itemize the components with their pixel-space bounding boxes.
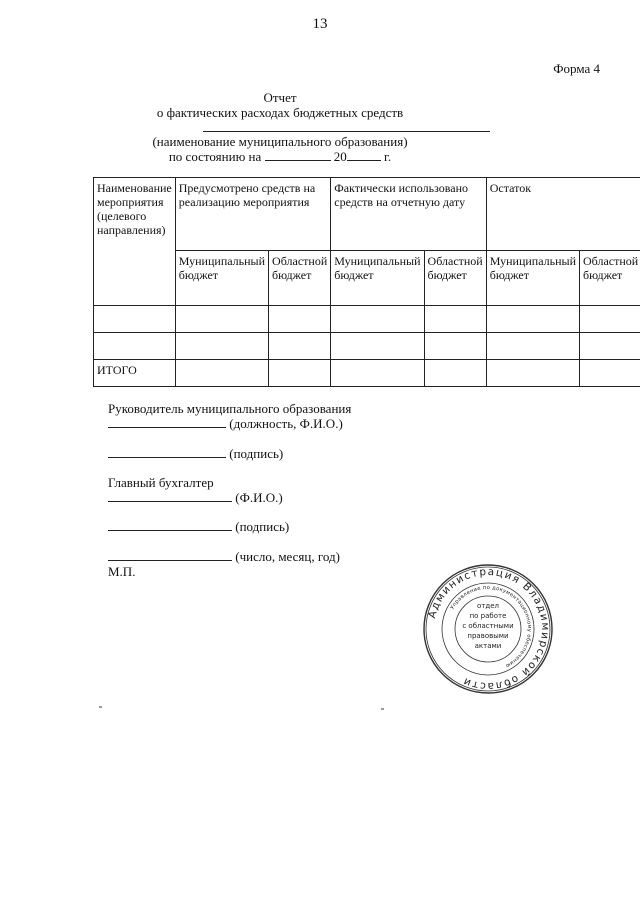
stamp-center-line: правовыми: [467, 632, 509, 640]
subheader-regional-budget: Областной бюджет: [424, 251, 486, 306]
table-subheader-row: [94, 251, 640, 306]
page-number: 13: [312, 16, 328, 32]
report-date-line: [0, 149, 560, 165]
head-signature-line: [108, 446, 283, 462]
subheader-municipal-budget: Муниципальный бюджет: [486, 251, 579, 306]
head-title: Руководитель муниципального образования: [108, 401, 352, 416]
header-actual: Фактически использовано средств на отчетную дату: [331, 178, 486, 251]
report-subtitle: о фактических расходах бюджетных средств: [156, 105, 404, 120]
subheader-regional-budget: Областной бюджет: [580, 251, 640, 306]
stamp-center-line: отдел: [477, 602, 499, 610]
signature-blank: [108, 416, 226, 428]
position-name-caption: (должность, Ф.И.О.): [229, 416, 343, 431]
signature-caption-2: (подпись): [235, 519, 290, 534]
subheader-municipal-budget: Муниципальный бюджет: [331, 251, 424, 306]
date-line: [108, 549, 340, 565]
header-activity-name: Наименование мероприятия (целевого направления): [94, 178, 176, 306]
table-header-row: [94, 178, 640, 251]
stamp-center-line: с областными: [462, 622, 514, 630]
chief-accountant-title: Главный бухгалтер: [108, 475, 214, 490]
official-stamp: [422, 563, 554, 695]
municipality-name-caption: (наименование муниципального образования): [152, 134, 408, 149]
signature-caption: (подпись): [229, 446, 284, 461]
scan-speck: [381, 708, 384, 710]
expense-report-table: [93, 177, 640, 387]
scan-speck: [99, 706, 102, 708]
stamp-center-line: по работе: [469, 612, 507, 620]
stamp-center-line: актами: [474, 642, 502, 650]
table-row: [94, 333, 640, 360]
head-position-line: [108, 416, 343, 432]
table-total-row: [94, 360, 640, 387]
accountant-fio-line: [108, 490, 283, 506]
header-planned: Предусмотрено средств на реализацию мероприятия: [175, 178, 330, 251]
date-blank: [108, 549, 232, 561]
table-row: [94, 306, 640, 333]
report-date-prefix: по состоянию на: [168, 149, 262, 164]
report-title: Отчет: [263, 90, 297, 105]
date-caption: (число, месяц, год): [235, 549, 340, 564]
signature-blank: [108, 519, 232, 531]
total-label: ИТОГО: [94, 360, 176, 387]
municipality-name-line: [203, 131, 490, 132]
accountant-signature-line: [108, 519, 289, 535]
report-year-blank: [347, 149, 381, 161]
report-year: 20: [333, 149, 347, 164]
fio-caption: (Ф.И.О.): [235, 490, 283, 505]
report-date-blank: [265, 149, 331, 161]
subheader-regional-budget: Областной бюджет: [269, 251, 331, 306]
header-remainder: Остаток: [486, 178, 640, 251]
form-label: Форма 4: [553, 61, 600, 76]
subheader-municipal-budget: Муниципальный бюджет: [175, 251, 268, 306]
signature-blank: [108, 490, 232, 502]
stamp-outer-text: Администрация Владимирской области: [426, 565, 552, 693]
report-date-suffix: г.: [384, 149, 392, 164]
stamp-inner-ring-text: Управление по документационному обеспечению: [449, 584, 533, 669]
seal-place-label: М.П.: [108, 564, 136, 579]
signature-blank: [108, 446, 226, 458]
